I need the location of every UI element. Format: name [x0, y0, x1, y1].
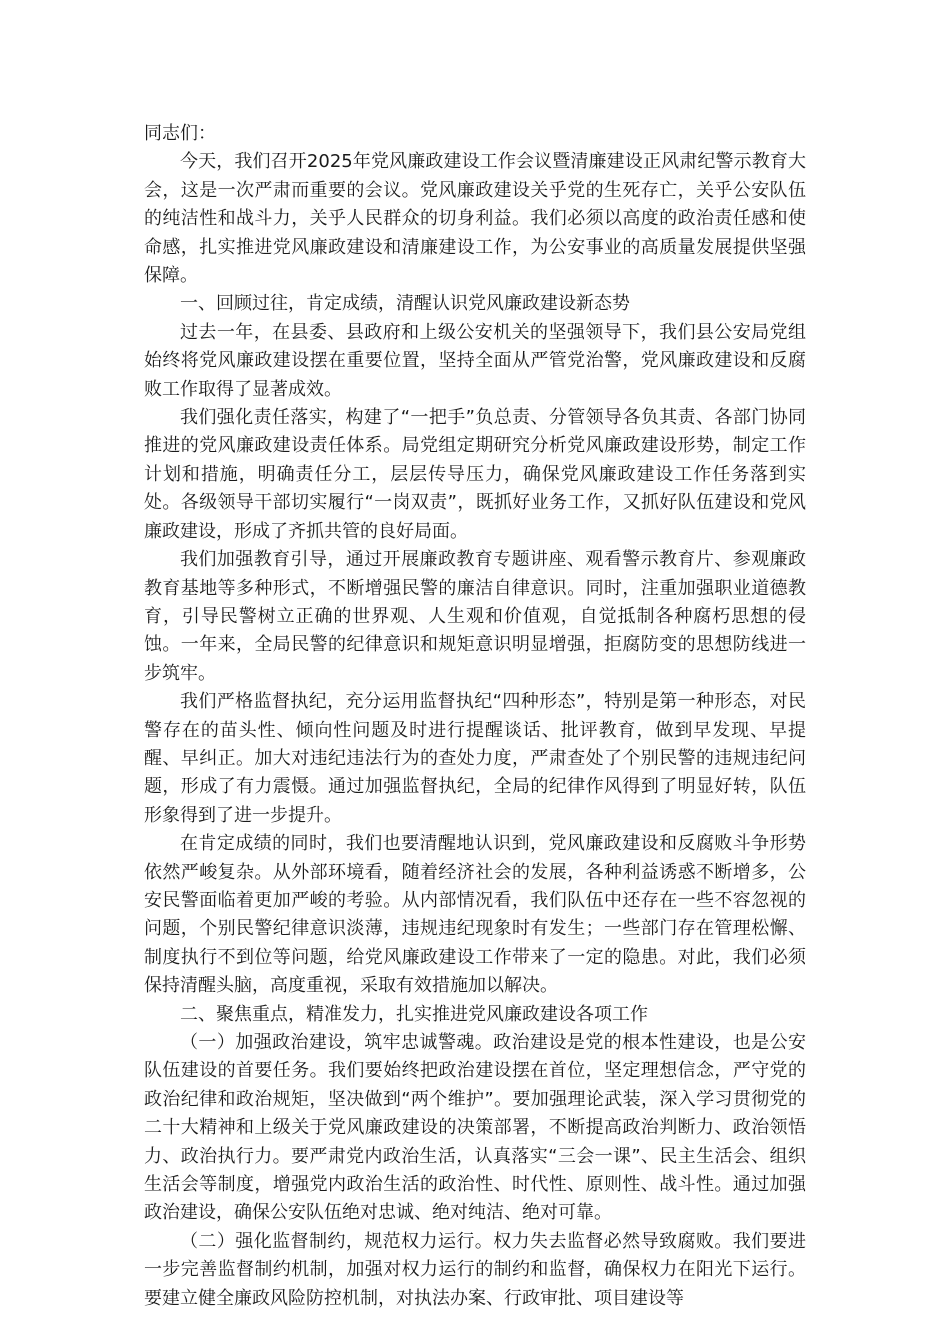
paragraph: 在肯定成绩的同时，我们也要清醒地认识到，党风廉政建设和反腐败斗争形势依然严峻复杂。从外部环境看，随着经济社会的发展，各种利益诱惑不断增多，公安民警面临着更加严峻的考验。从内部情况看，我们队伍中还存在一些不容忽视的问题，个别民警纪律意识淡薄，违规违纪现象时有发生；一些部门存在管理松懈、制度执行不到位等问题，给党风廉政建设工作带来了一定的隐患。对此，我们必须保持清醒头脑，高度重视，采取有效措施加以解决。 [144, 833, 806, 997]
paragraph: 我们强化责任落实，构建了“一把手”负总责、分管领导各负其责、各部门协同推进的党风廉政建设责任体系。局党组定期研究分析党风廉政建设形势，制定工作计划和措施，明确责任分工，层层传导压力，确保党风廉政建设工作任务落到实处。各级领导干部切实履行“一岗双责”，既抓好业务工作，又抓好队伍建设和党风廉政建设，形成了齐抓共管的良好局面。 [144, 407, 806, 542]
salutation: 同志们： [144, 123, 216, 144]
paragraph: （二）强化监督制约，规范权力运行。权力失去监督必然导致腐败。我们要进一步完善监督制约机制，加强对权力运行的制约和监督，确保权力在阳光下运行。要建立健全廉政风险防控机制，对执法办案、行政审批、项目建设等 [144, 1230, 806, 1309]
paragraph: 过去一年，在县委、县政府和上级公安机关的坚强领导下，我们县公安局党组始终将党风廉政建设摆在重要位置，坚持全面从严管党治警，党风廉政建设和反腐败工作取得了显著成效。 [144, 321, 806, 400]
paragraph: 我们严格监督执纪，充分运用监督执纪“四种形态”，特别是第一种形态，对民警存在的苗头性、倾向性问题及时进行提醒谈话、批评教育，做到早发现、早提醒、早纠正。加大对违纪违法行为的查处力度，严肃查处了个别民警的违规违纪问题，形成了有力震慑。通过加强监督执纪，全局的纪律作风得到了明显好转，队伍形象得到了进一步提升。 [144, 691, 806, 826]
document-body [144, 120, 806, 1313]
paragraph: （一）加强政治建设，筑牢忠诚警魂。政治建设是党的根本性建设，也是公安队伍建设的首要任务。我们要始终把政治建设摆在首位，坚定理想信念，严守党的政治纪律和政治规矩，坚决做到“两个维护”。要加强理论武装，深入学习贯彻党的二十大精神和上级关于党风廉政建设的决策部署，不断提高政治判断力、政治领悟力、政治执行力。要严肃党内政治生活，认真落实“三会一课”、民主生活会、组织生活会等制度，增强党内政治生活的政治性、时代性、原则性、战斗性。通过加强政治建设，确保公安队伍绝对忠诚、绝对纯洁、绝对可靠。 [144, 1032, 806, 1224]
section-heading-1: 一、回顾过往，肯定成绩，清醒认识党风廉政建设新态势 [180, 293, 630, 315]
paragraph: 我们加强教育引导，通过开展廉政教育专题讲座、观看警示教育片、参观廉政教育基地等多种形式，不断增强民警的廉洁自律意识。同时，注重加强职业道德教育，引导民警树立正确的世界观、人生观和价值观，自觉抵制各种腐朽思想的侵蚀。一年来，全局民警的纪律意识和规矩意识明显增强，拒腐防变的思想防线进一步筑牢。 [144, 549, 806, 684]
section-heading-2: 二、聚焦重点，精准发力，扎实推进党风廉政建设各项工作 [180, 1003, 648, 1025]
paragraph-opening: 今天，我们召开2025年党风廉政建设工作会议暨清廉建设正风肃纪警示教育大会，这是一次严肃而重要的会议。党风廉政建设关乎党的生死存亡，关乎公安队伍的纯洁性和战斗力，关乎人民群众的切身利益。我们必须以高度的政治责任感和使命感，扎实推进党风廉政建设和清廉建设工作，为公安事业的高质量发展提供坚强保障。 [144, 151, 806, 287]
